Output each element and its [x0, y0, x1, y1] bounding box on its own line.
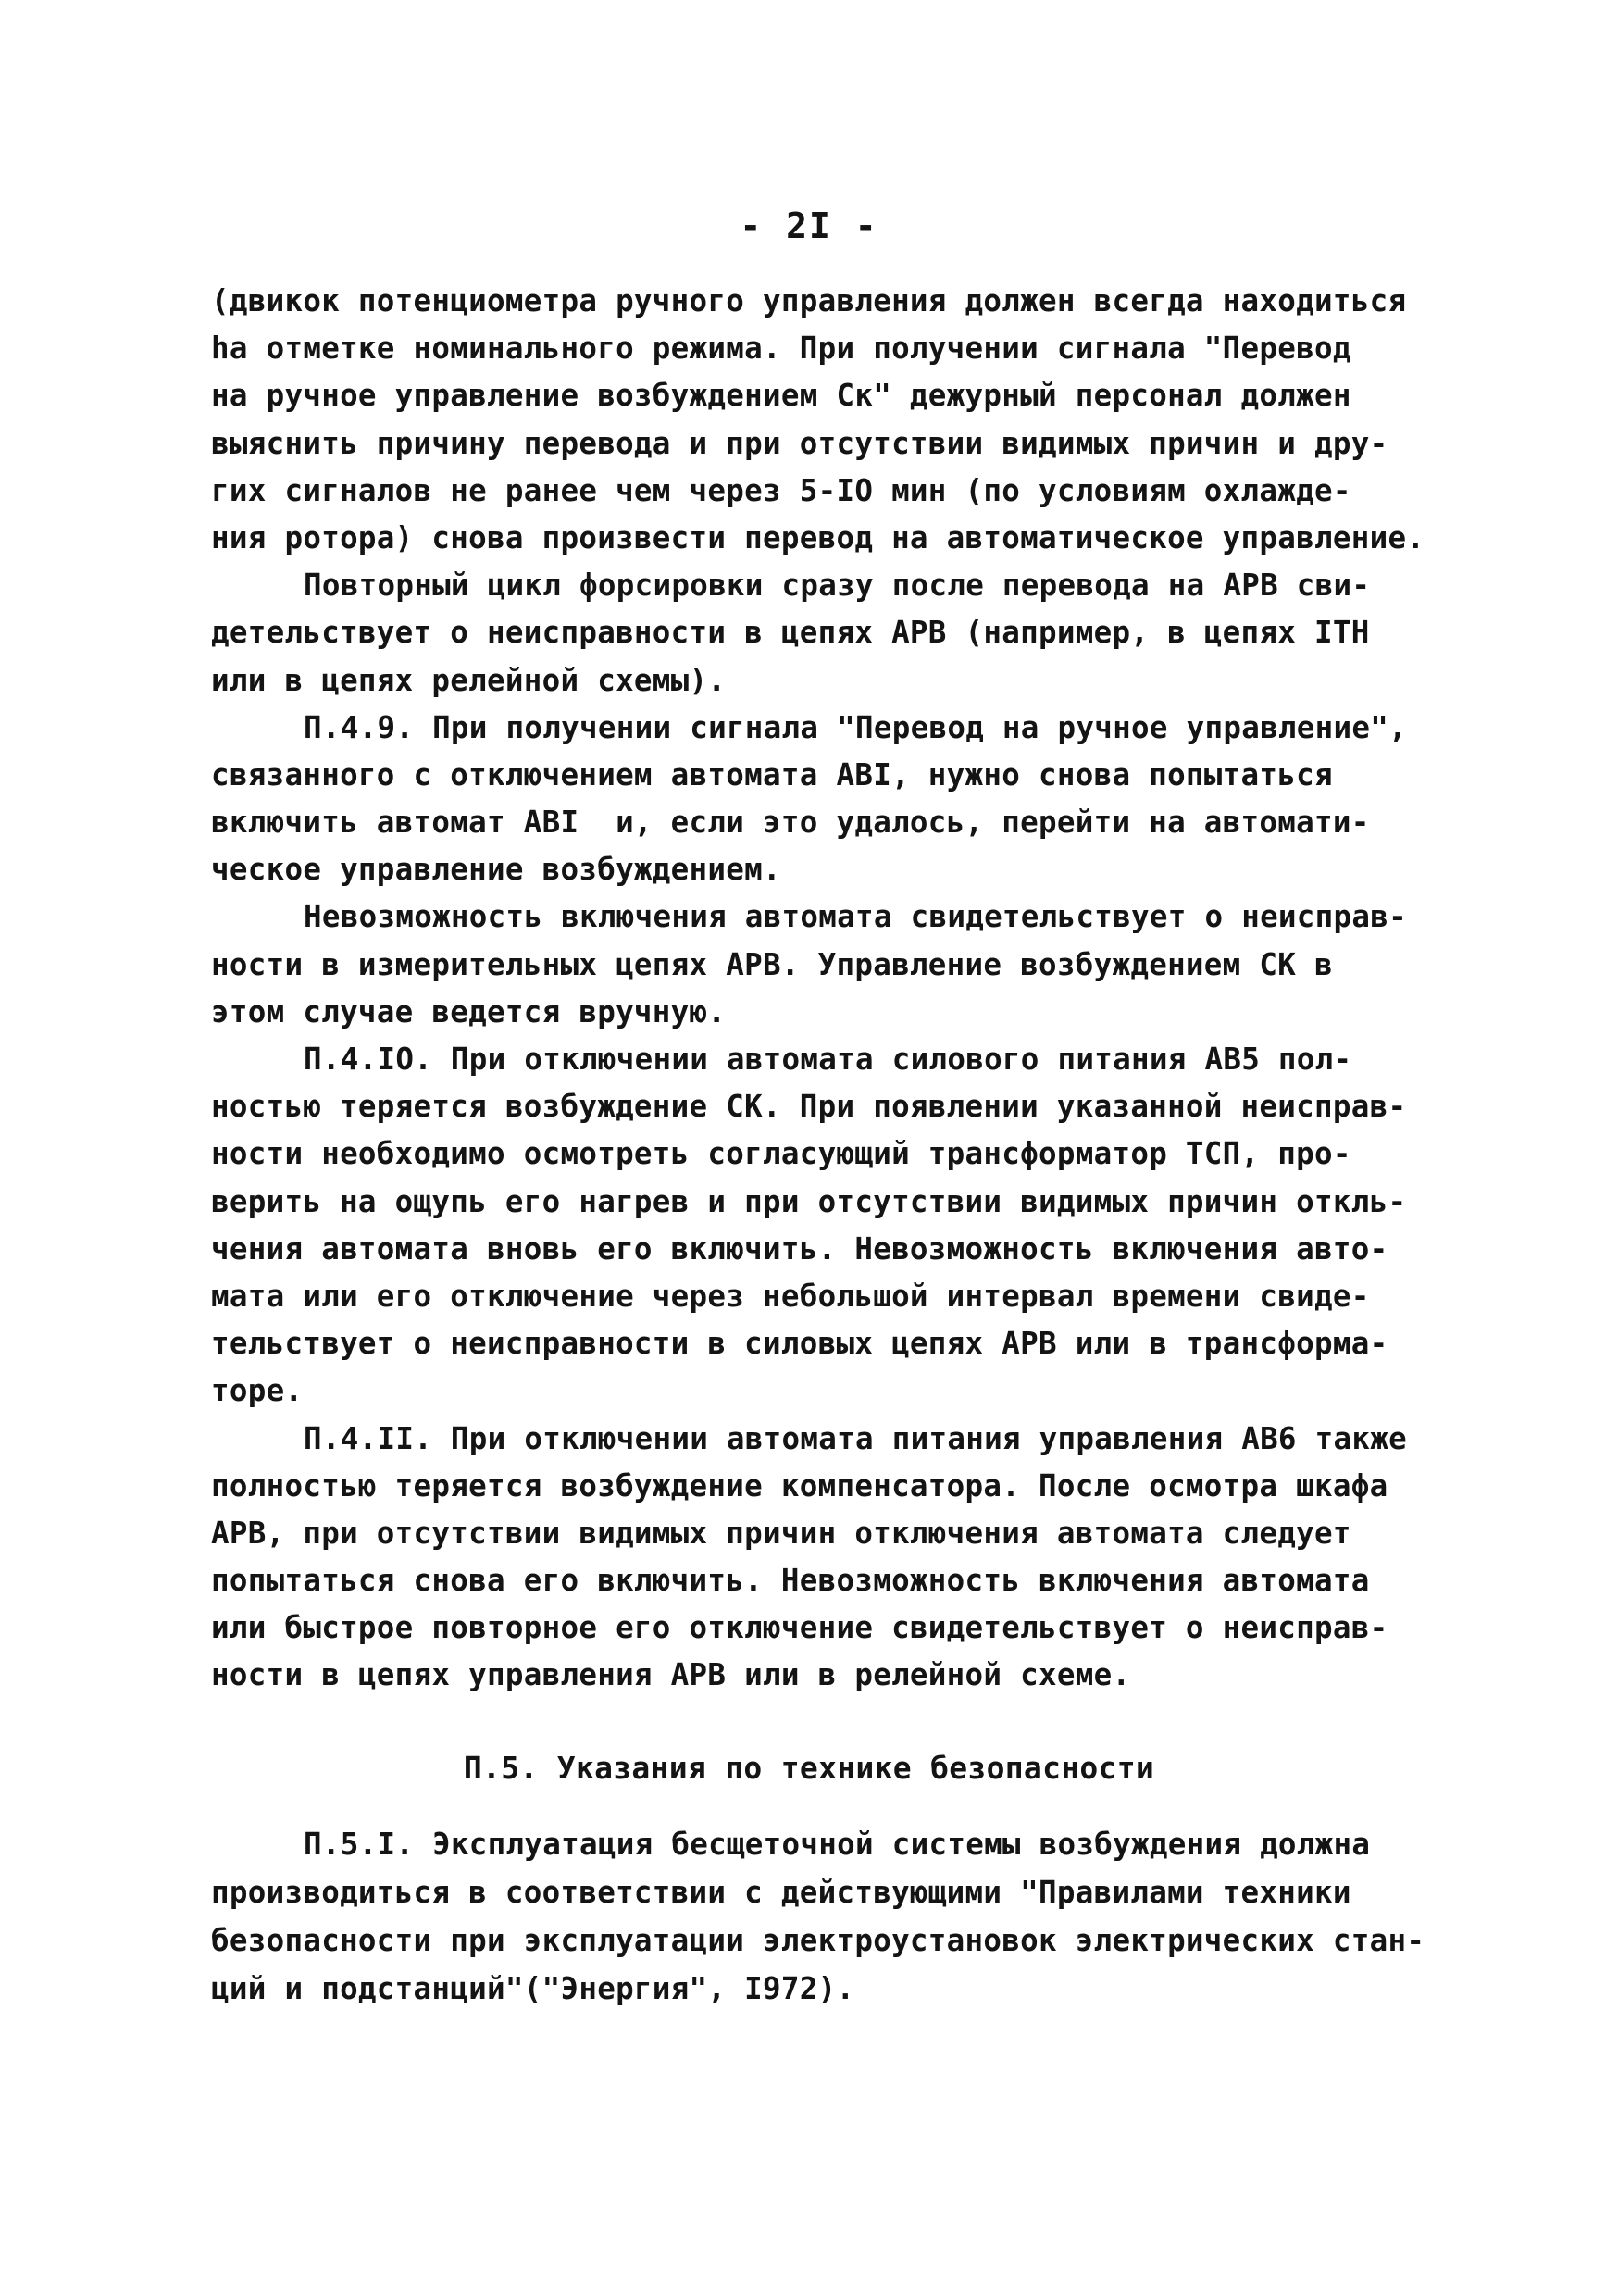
text-line: мата или его отключение через небольшой интервал времени свиде- — [211, 1278, 1370, 1314]
text-line: ности в измерительных цепях АРВ. Управление возбуждением СК в — [211, 946, 1333, 982]
paragraph-first-line: П.4.9. При получении сигнала "Перевод на ручное управление", — [304, 709, 1407, 745]
text-line: на ручное управление возбуждением Ск" дежурный персонал должен — [211, 378, 1351, 414]
paragraph-first-line: Невозможность включения автомата свидетельствует о неисправ- — [304, 899, 1407, 935]
paragraph-first-line: Повторный цикл форсировки сразу после перевода на АРВ сви- — [304, 568, 1371, 604]
text-line: ций и подстанций"("Энергия", I972). — [211, 1971, 855, 2006]
text-line: безопасности при эксплуатации электроустановок электрических стан- — [211, 1923, 1425, 1958]
text-line: выяснить причину перевода и при отсутствии видимых причин и дру- — [211, 425, 1388, 461]
text-line: ности в цепях управления АРВ или в релейной схеме. — [211, 1657, 1131, 1693]
text-line: попытаться снова его включить. Невозможность включения автомата — [211, 1563, 1370, 1599]
paragraph-first-line: П.4.IO. При отключении автомата силового питания AB5 пол- — [304, 1042, 1352, 1077]
text-line: ческое управление возбуждением. — [211, 852, 781, 888]
text-line: включить автомат ABI и, если это удалось, перейти на автомати- — [211, 805, 1370, 841]
text-line: АРВ, при отсутствии видимых причин отключения автомата следует — [211, 1515, 1351, 1551]
text-line: или быстрое повторное его отключение свидетельствует о неисправ- — [211, 1610, 1388, 1646]
section-heading: П.5. Указания по технике безопасности — [463, 1750, 1155, 1786]
text-line: чения автомата вновь его включить. Невозможность включения авто- — [211, 1230, 1388, 1267]
paragraph-first-line: П.4.II. При отключении автомата питания управления AB6 также — [304, 1420, 1407, 1456]
page-number: - 2I - — [740, 206, 878, 246]
text-line: (двикок потенциометра ручного управления должен всегда находиться — [211, 283, 1407, 318]
text-line: верить на ощупь его нагрев и при отсутствии видимых причин откль- — [211, 1183, 1407, 1219]
text-line: ностью теряется возбуждение СК. При появлении указанной неисправ- — [211, 1089, 1407, 1125]
text-line: ности необходимо осмотреть согласующий трансформатор ТСП, про- — [211, 1136, 1351, 1172]
text-line: гих сигналов не ранее чем через 5-IO мин (по условиям охлажде- — [211, 472, 1351, 508]
paragraph-first-line: П.5.I. Эксплуатация бесщеточной системы возбуждения должна — [304, 1827, 1371, 1862]
text-line: ния ротора) снова произвести перевод на автоматическое управление. — [211, 519, 1425, 555]
text-line: этом случае ведется вручную. — [211, 993, 727, 1029]
text-line: связанного с отключением автомата ABI, нужно снова попытаться — [211, 756, 1333, 792]
text-line: детельствует о неисправности в цепях АРВ (например, в цепях ITH — [211, 615, 1370, 651]
safety-text — [211, 1820, 1470, 2013]
body-text — [211, 278, 1470, 1700]
text-line: торе. — [211, 1373, 304, 1409]
text-line: ha отметке номинального режима. При получении сигнала "Перевод — [211, 331, 1351, 367]
text-line: полностью теряется возбуждение компенсатора. После осмотра шкафа — [211, 1467, 1388, 1504]
text-line: производиться в соответствии с действующими "Правилами техники — [211, 1875, 1351, 1910]
text-line: или в цепях релейной схемы). — [211, 662, 727, 698]
text-line: тельствует о неисправности в силовых цепях АРВ или в трансформа- — [211, 1326, 1388, 1362]
